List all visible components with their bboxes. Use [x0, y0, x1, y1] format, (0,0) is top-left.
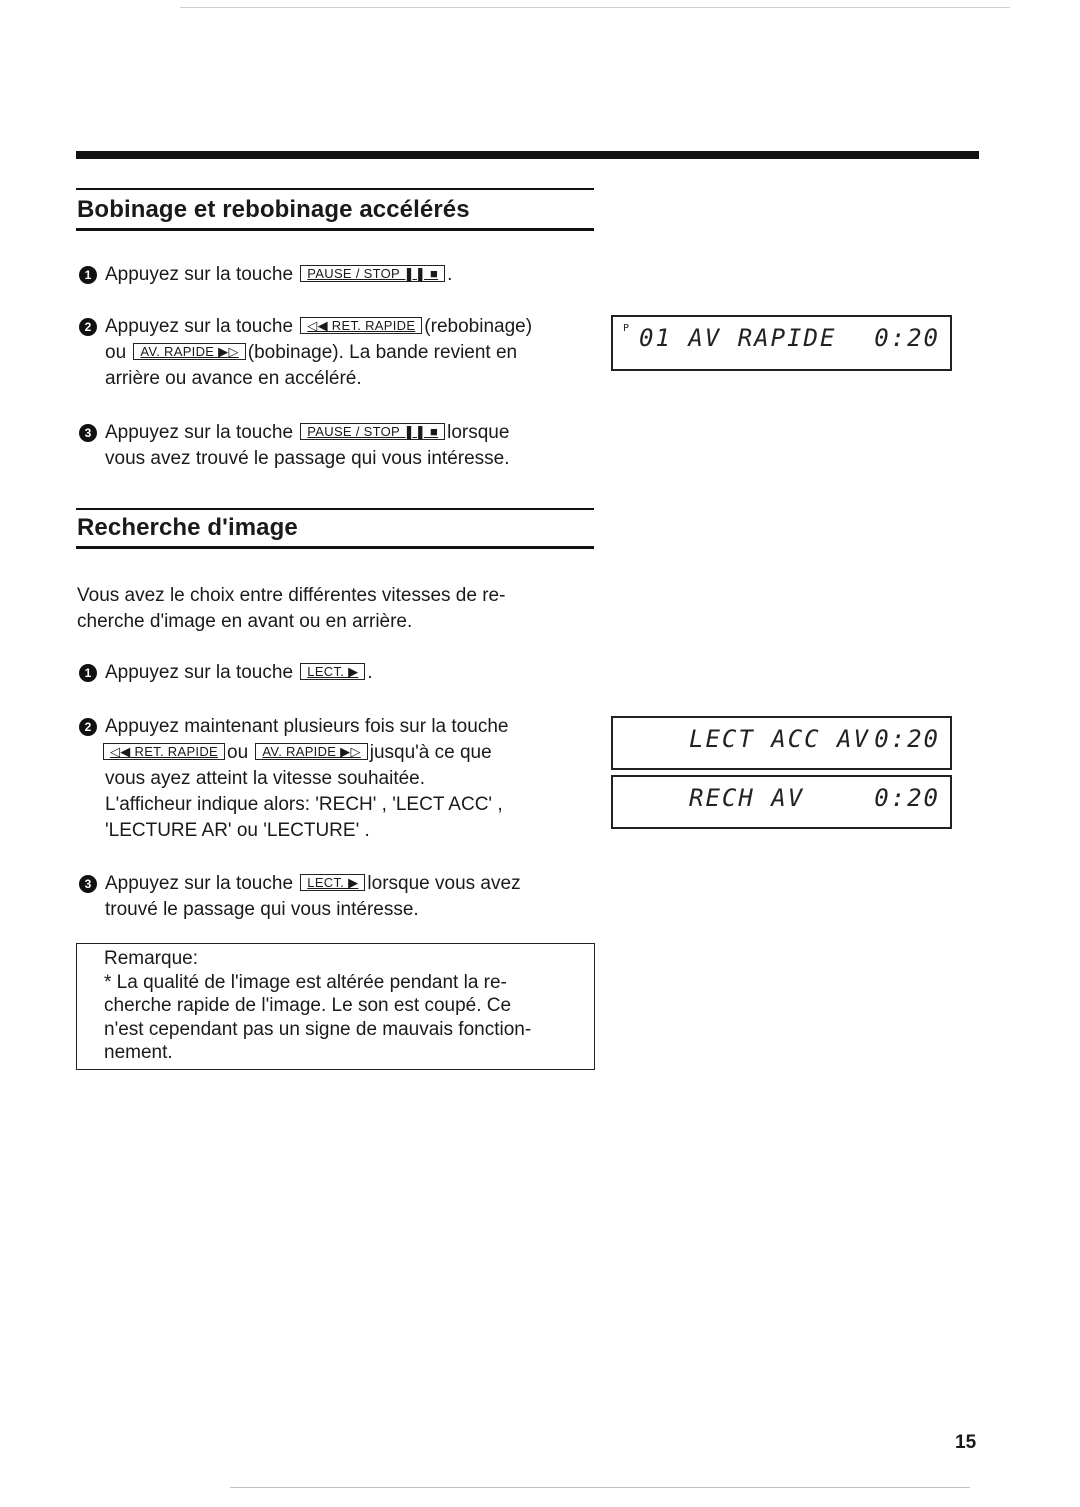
section-rule	[76, 188, 594, 190]
display-prefix: P	[623, 323, 632, 334]
intro-paragraph: Vous avez le choix entre différentes vitesses de re- cherche d'image en avant ou en arrière.	[77, 585, 506, 632]
step-number: 3	[79, 875, 97, 893]
display-fast-forward: P 01 AV RAPIDE 0:20	[611, 315, 952, 371]
fast-forward-key: AV. RAPIDE ▶▷	[255, 743, 367, 760]
section-rule	[76, 228, 594, 231]
rewind-key: ◁◀ RET. RAPIDE	[300, 317, 422, 334]
top-rule	[76, 151, 979, 159]
fast-forward-key: AV. RAPIDE ▶▷	[133, 343, 245, 360]
pause-stop-key: PAUSE / STOP ❚❚ ■	[300, 423, 445, 440]
step-1: 1 Appuyez sur la touche PAUSE / STOP ❚❚ ■ .	[79, 262, 452, 288]
section-rule	[76, 508, 594, 510]
pause-stop-key: PAUSE / STOP ❚❚ ■	[300, 265, 445, 282]
step-3: 3 Appuyez sur la touche LECT. ▶ lorsque vous avez trouvé le passage qui vous intéresse.	[79, 871, 521, 923]
display-rech: RECH AV 0:20	[611, 775, 952, 829]
step-2: 2 Appuyez sur la touche ◁◀ RET. RAPIDE (rebobinage) ou AV. RAPIDE ▶▷ (bobinage). La bande revient en arrière ou avance en accéléré.	[79, 314, 532, 392]
scan-artifact	[230, 1487, 970, 1488]
scan-artifact	[180, 7, 1010, 8]
rewind-key: ◁◀ RET. RAPIDE	[103, 743, 225, 760]
section-heading-bobinage: Bobinage et rebobinage accélérés	[77, 196, 470, 223]
play-key: LECT. ▶	[300, 874, 365, 891]
display-lect-acc: LECT ACC AV 0:20	[611, 716, 952, 770]
note-box: Remarque: * La qualité de l'image est altérée pendant la re- cherche rapide de l'image. Le son est coupé. Ce n'est cependant pas un signe de mauvais fonction- nement.	[76, 943, 595, 1070]
step-number: 2	[79, 718, 97, 736]
page-number: 15	[955, 1432, 977, 1453]
step-number: 3	[79, 424, 97, 442]
step-1: 1 Appuyez sur la touche LECT. ▶ .	[79, 660, 373, 686]
section-heading-recherche: Recherche d'image	[77, 514, 298, 541]
play-key: LECT. ▶	[300, 663, 365, 680]
section-rule	[76, 546, 594, 549]
step-number: 2	[79, 318, 97, 336]
note-title: Remarque:	[104, 948, 198, 969]
step-2: 2 Appuyez maintenant plusieurs fois sur la touche ◁◀ RET. RAPIDE ou AV. RAPIDE ▶▷ jusqu'à ce que vous ayez atteint la vitesse souhaitée. L'afficheur indique alors: 'RECH' , 'LECT ACC' , 'LECTURE AR' ou 'LECTURE' .	[79, 714, 508, 844]
step-3: 3 Appuyez sur la touche PAUSE / STOP ❚❚ ■ lorsque vous avez trouvé le passage qui vous intéresse.	[79, 420, 510, 472]
step-number: 1	[79, 664, 97, 682]
step-number: 1	[79, 266, 97, 284]
